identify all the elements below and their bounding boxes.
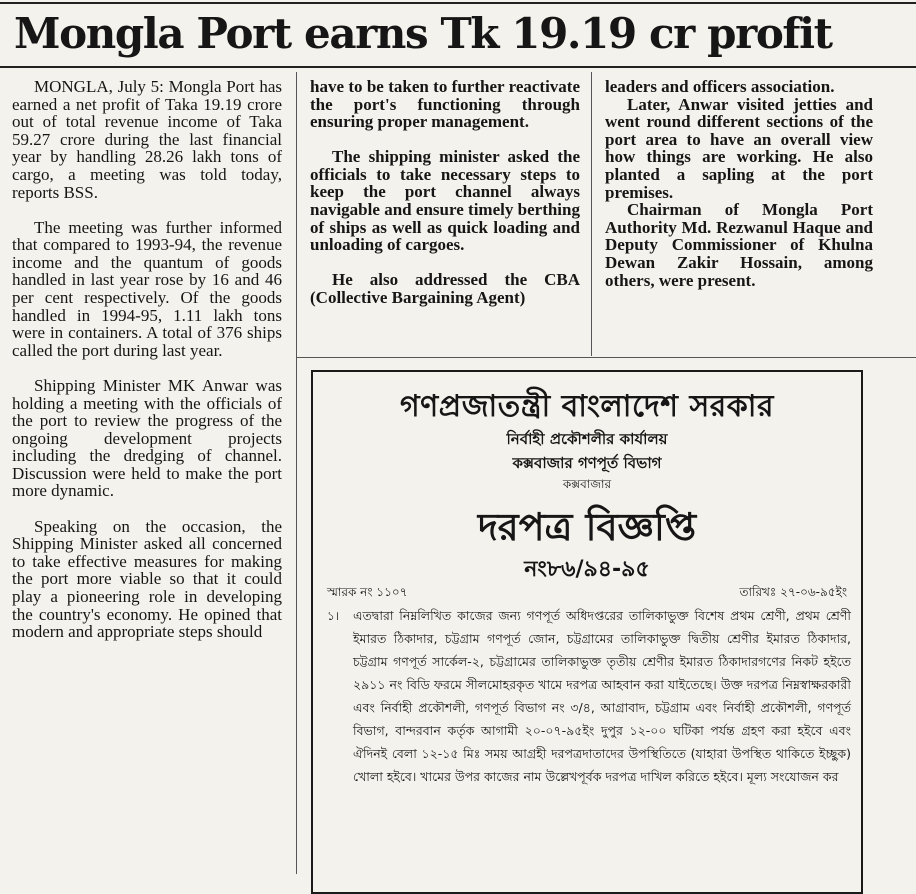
ad-date: তারিখঃ ২৭-০৬-৯৫ইং bbox=[739, 585, 847, 599]
headline: Mongla Port earns Tk 19.19 cr profit bbox=[14, 9, 832, 58]
column-divider bbox=[591, 72, 592, 356]
ad-memo-number: স্মারক নং ১১০৭ bbox=[327, 585, 408, 599]
tender-notice-ad bbox=[311, 370, 863, 894]
article-column-3 bbox=[605, 78, 873, 350]
section-rule bbox=[296, 357, 916, 358]
paragraph: leaders and officers association. bbox=[605, 78, 835, 96]
paragraph: MONGLA, July 5: Mongla Port has earned a net profit of Taka 19.19 crore out of total revenue income of Taka 59.27 crore during the last financial year by handling 28.26 lakh tons of cargo, a meeting was told today, reports BSS. bbox=[12, 78, 282, 202]
paragraph: Later, Anwar visited jetties and went round different sections of the port area to have an overall view how things are working. He also planted a sapling at the port premises. bbox=[605, 94, 873, 202]
paragraph: The meeting was further informed that compared to 1993-94, the revenue income and the quantum of goods handled in last year rose by 16 and 46 per cent respectively. Of the goods handled in 1994-95, 1.11 lakh tons were in containers. A total of 376 ships called the port during last year. bbox=[12, 217, 282, 360]
ad-government-title: গণপ্রজাতন্ত্রী বাংলাদেশ সরকার bbox=[400, 389, 774, 424]
paragraph: Shipping Minister MK Anwar was holding a meeting with the officials of the port to review the progress of the ongoing development projects including the dredging of channel. Discussion were held to make the port more dynamic. bbox=[12, 375, 282, 501]
ad-office-title: নির্বাহী প্রকৌশলীর কার্যালয় bbox=[506, 430, 668, 448]
paragraph: Speaking on the occasion, the Shipping Minister asked all concerned to take effective measures for making the port more viable so that it could play a pioneering role in developing the country's economy. He opined that modern and appropriate steps should bbox=[12, 516, 282, 642]
headline-rule bbox=[0, 66, 916, 68]
paragraph: have to be taken to further reactivate the port's functioning through ensuring proper management. bbox=[310, 78, 580, 132]
paragraph: Chairman of Mongla Port Authority Md. Rezwanul Haque and Deputy Commissioner of Khulna Dewan Zakir Hossain, among others, were present. bbox=[605, 200, 873, 290]
paragraph: The shipping minister asked the officials to take necessary steps to keep the port channel always navigable and ensure timely berthing of ships as well as quick loading and unloading of cargoes. bbox=[310, 147, 580, 255]
paragraph: He also addressed the CBA (Collective Bargaining Agent) bbox=[310, 270, 580, 307]
ad-notice-title: দরপত্র বিজ্ঞপ্তি bbox=[477, 505, 697, 549]
ad-notice-number: নং৮৬/৯৪-৯৫ bbox=[524, 557, 650, 582]
column-divider bbox=[296, 72, 297, 874]
ad-item-number: ১। bbox=[327, 609, 340, 623]
article-column-1 bbox=[12, 78, 282, 868]
article-column-2 bbox=[310, 78, 580, 350]
ad-body-text: এতদ্বারা নিম্নলিখিত কাজের জন্য গণপূর্ত অধিদপ্তরের তালিকাভুক্ত বিশেষ প্রথম শ্রেণী, প্রথম শ্রেণী ইমারত ঠিকাদার, চট্টগ্রাম গণপূর্ত জোন, চট্টগ্রামের তালিকাভুক্ত দ্বিতীয় শ্রেণীর ইমারত ঠিকাদার, চট্টগ্রাম গণপূর্ত সার্কেল-২, চট্টগ্রামের তালিকাভুক্ত তৃতীয় শ্রেণীর ইমারত ঠিকাদারগণের নিকট হইতে ২৯১১ নং বিডি ফরমে সীলমোহরকৃত খামে দরপত্র আহবান করা যাইতেছে। উক্ত দরপত্র নিম্নস্বাক্ষরকারী এবং নির্বাহী প্রকৌশলী, গণপূর্ত বিভাগ নং ৩/৪, আগ্রাবাদ, চট্টগ্রাম এবং নির্বাহী প্রকৌশলী, গণপূর্ত বিভাগ, বান্দরবান কর্তৃক আগামী ২০-০৭-৯৫ইং দুপুর ১২-০০ ঘটিকা পর্যন্ত গ্রহণ করা হইবে এবং ঐদিনই বেলা ১২-১৫ মিঃ সময় আগ্রহী দরপত্রদাতাদের উপস্থিতিতে (যাহারা উপস্থিত থাকিতে ইচ্ছুক) খোলা হইবে। খামের উপর কাজের নাম উল্লেখপূর্বক দরপত্র দাখিল করিতে হইবে। মূল্য সংযোজন কর bbox=[353, 608, 851, 784]
ad-division-title: কক্সবাজার গণপূর্ত বিভাগ bbox=[512, 454, 662, 472]
top-rule bbox=[0, 2, 916, 4]
ad-place: কক্সবাজার bbox=[562, 477, 612, 491]
